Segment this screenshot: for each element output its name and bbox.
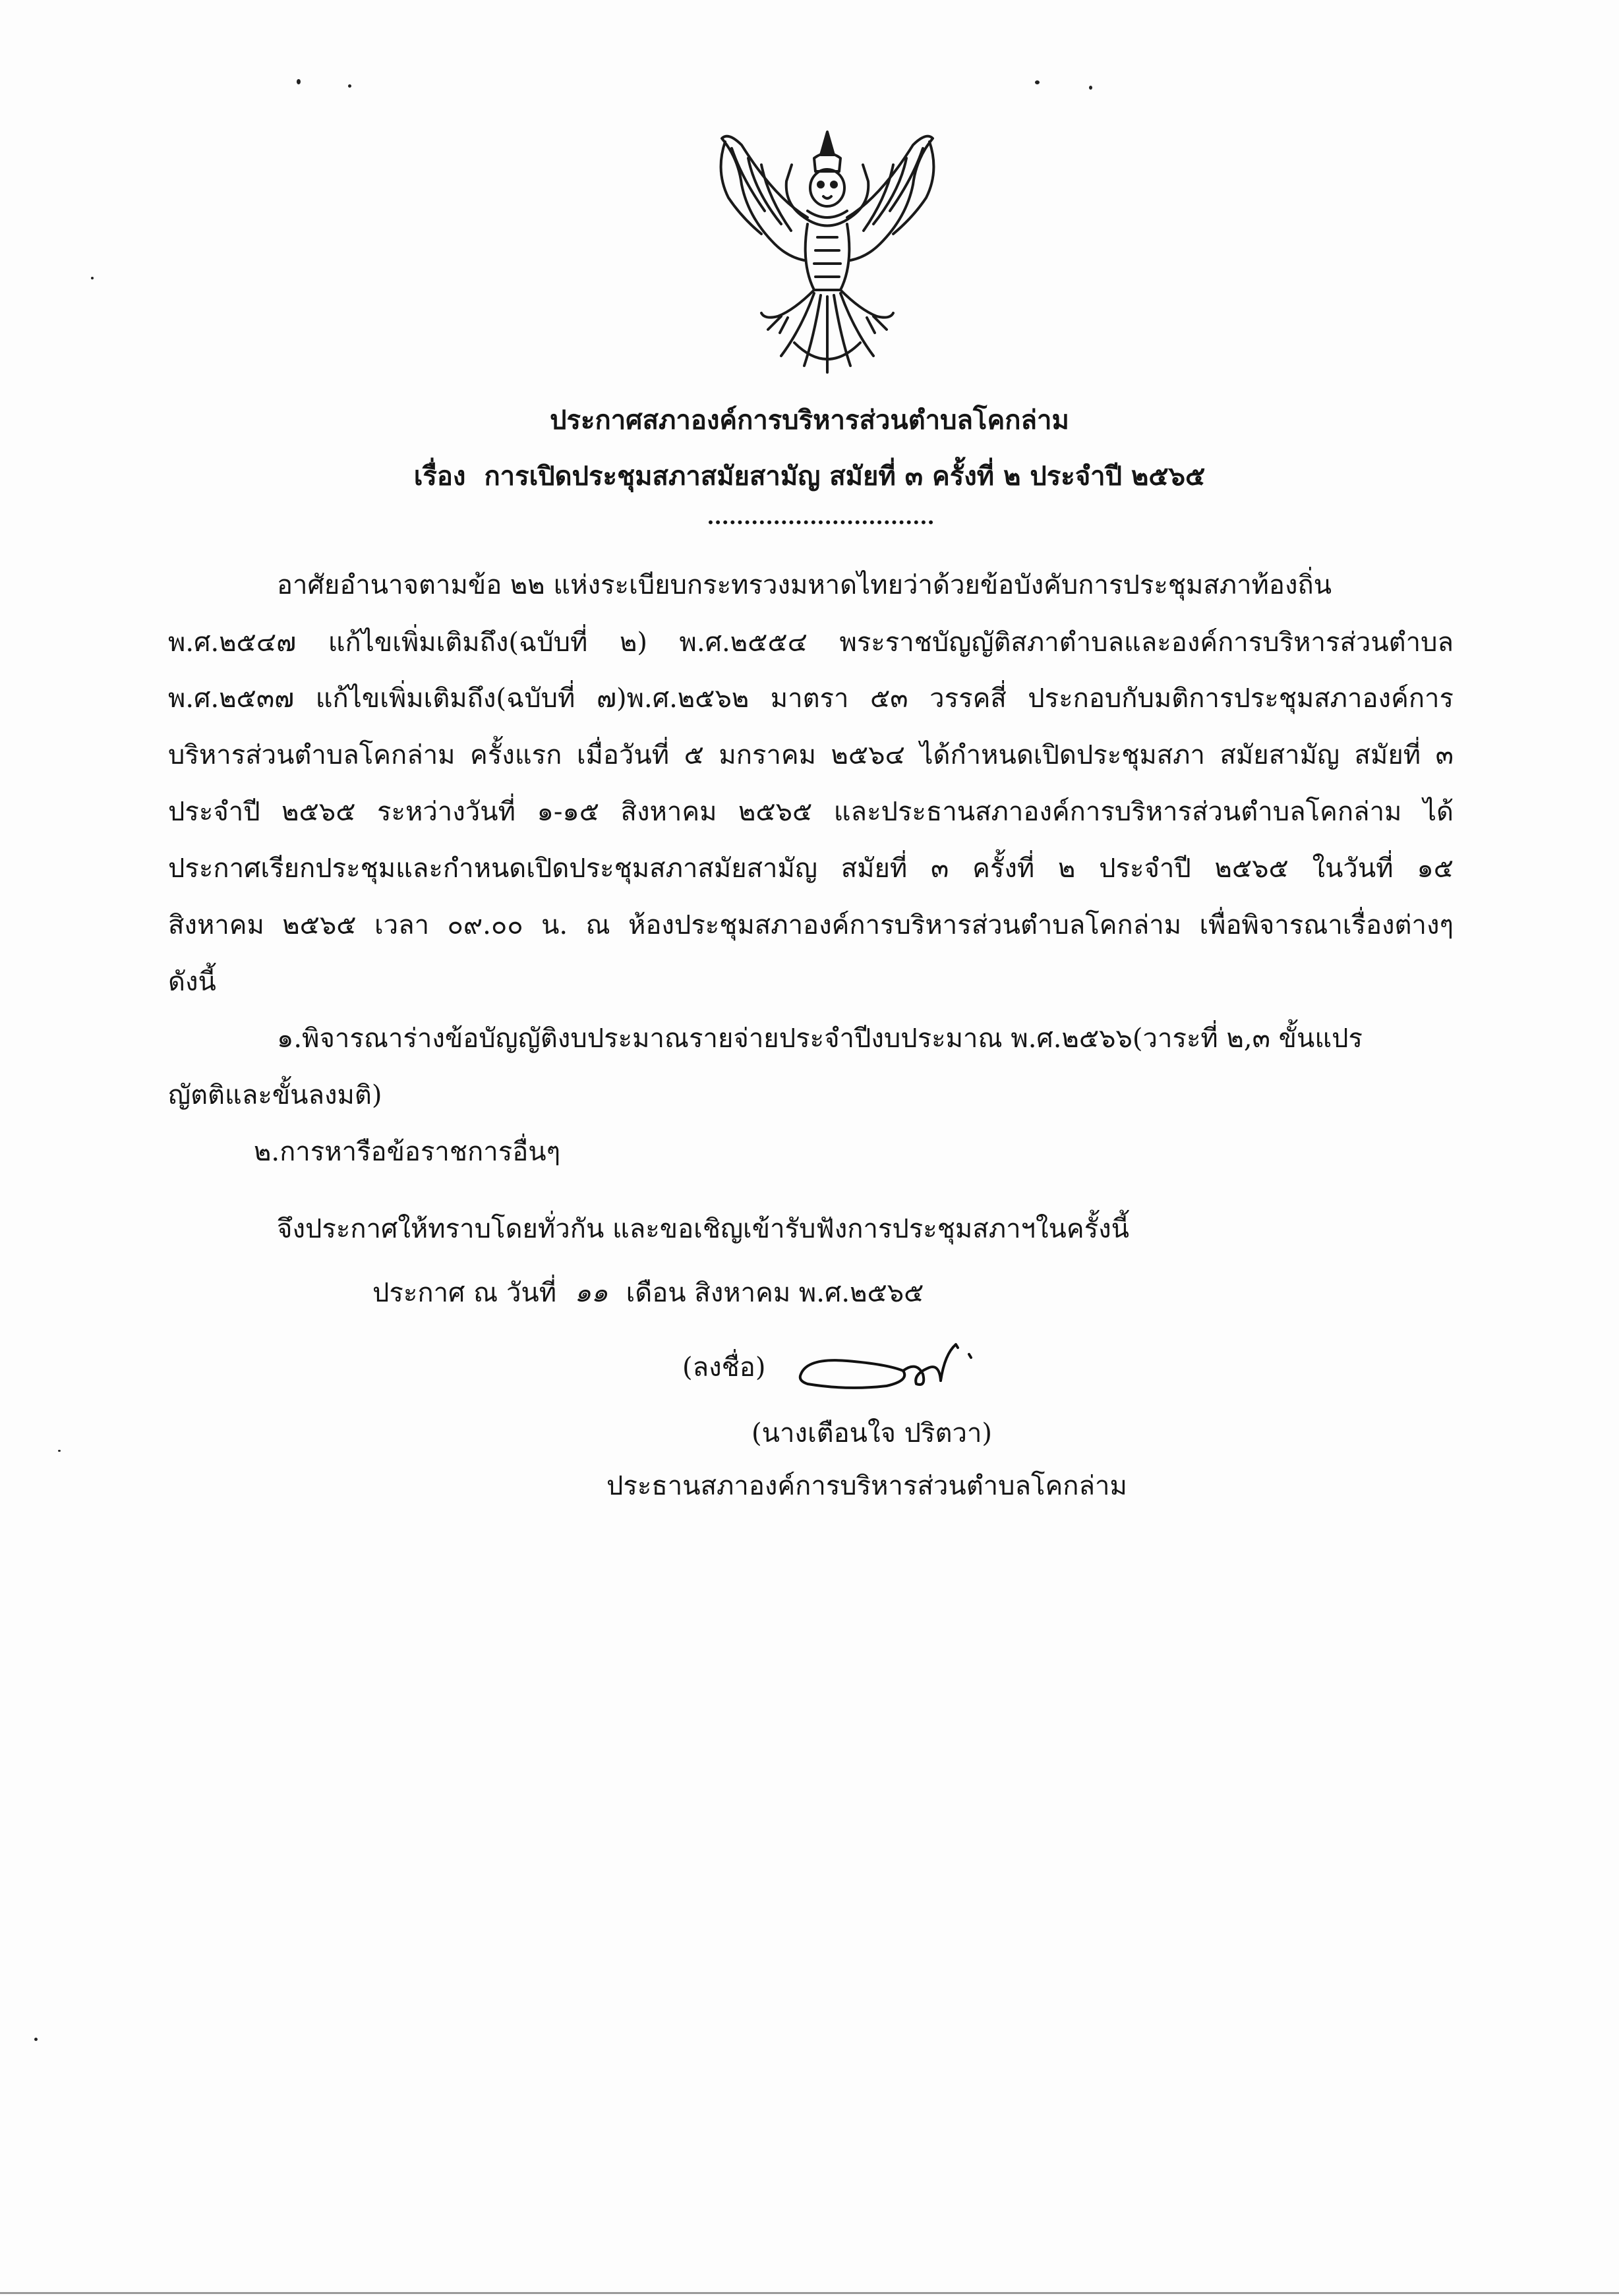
subject-label: เรื่อง (413, 461, 466, 492)
title-separator: ............................... (707, 504, 935, 529)
body-line: ดังนี้ (168, 967, 216, 997)
body-line: ประกาศเรียกประชุมและกำหนดเปิดประชุมสภาสมัยสามัญ สมัยที่ ๓ ครั้งที่ ๒ ประจำปี ๒๕๖๕ ในวันที่ ๑๕ (168, 853, 1454, 884)
signatory-name: (นางเตือนใจ ปริตวา) (751, 1418, 993, 1449)
date-prefix: ประกาศ ณ วันที่ (372, 1278, 557, 1308)
scan-speck (1035, 80, 1040, 84)
scan-edge (0, 2292, 1619, 2294)
body-line: บริหารส่วนตำบลโคกล่าม ครั้งแรก เมื่อวันที่ ๕ มกราคม ๒๕๖๔ ได้กำหนดเปิดประชุมสภา สมัยสามัญ สมัยที่ ๓ (168, 740, 1454, 770)
scan-speck (34, 2038, 38, 2041)
garuda-emblem-icon (702, 119, 953, 382)
date-suffix: เดือน สิงหาคม พ.ศ.๒๕๖๕ (626, 1278, 924, 1308)
scan-speck (297, 79, 301, 84)
body-line: สิงหาคม ๒๕๖๕ เวลา ๐๙.๐๐ น. ณ ห้องประชุมสภาองค์การบริหารส่วนตำบลโคกล่าม เพื่อพิจารณาเรื่องต่างๆ (168, 910, 1454, 940)
body-line: พ.ศ.๒๕๔๗ แก้ไขเพิ่มเติมถึง(ฉบับที่ ๒) พ.ศ.๒๕๕๔ พระราชบัญญัติสภาตำบลและองค์การบริหารส่วนตำบล (168, 627, 1454, 658)
body-line: อาศัยอำนาจตามข้อ ๒๒ แห่งระเบียบกระทรวงมหาดไทยว่าด้วยข้อบังคับการประชุมสภาท้องถิ่น (277, 570, 1332, 600)
scan-speck (58, 1450, 61, 1452)
closing-statement: จึงประกาศให้ทราบโดยทั่วกัน และขอเชิญเข้ารับฟังการประชุมสภาฯในครั้งนี้ (277, 1214, 1129, 1244)
date-day: ๑๑ (574, 1278, 608, 1308)
signature-label: (ลงชื่อ) (682, 1352, 766, 1383)
signatory-position: ประธานสภาองค์การบริหารส่วนตำบลโคกล่าม (606, 1471, 1127, 1501)
agenda-item: ๑.พิจารณาร่างข้อบัญญัติงบประมาณรายจ่ายประจำปีงบประมาณ พ.ศ.๒๕๖๖(วาระที่ ๒,๓ ขั้นแปร (277, 1023, 1363, 1054)
body-line: พ.ศ.๒๕๓๗ แก้ไขเพิ่มเติมถึง(ฉบับที่ ๗)พ.ศ.๒๕๖๒ มาตรา ๕๓ วรรคสี่ ประกอบกับมติการประชุมสภาองค์การ (168, 683, 1454, 714)
subject-text: การเปิดประชุมสภาสมัยสามัญ สมัยที่ ๓ ครั้งที่ ๒ ประจำปี ๒๕๖๕ (484, 461, 1206, 492)
agenda-item: ญัตติและขั้นลงมติ) (168, 1080, 382, 1110)
agenda-item: ๒.การหารือข้อราชการอื่นๆ (254, 1137, 561, 1167)
announcement-subject (0, 455, 1619, 497)
handwritten-signature (788, 1335, 999, 1420)
scan-speck (348, 84, 351, 88)
scan-speck (1089, 86, 1092, 90)
announcement-title: ประกาศสภาองค์การบริหารส่วนตำบลโคกล่าม (550, 405, 1069, 436)
scan-speck (91, 277, 94, 279)
body-line: ประจำปี ๒๕๖๕ ระหว่างวันที่ ๑-๑๕ สิงหาคม ๒๕๖๕ และประธานสภาองค์การบริหารส่วนตำบลโคกล่าม ได้ (168, 797, 1454, 827)
announcement-date (372, 1273, 924, 1313)
